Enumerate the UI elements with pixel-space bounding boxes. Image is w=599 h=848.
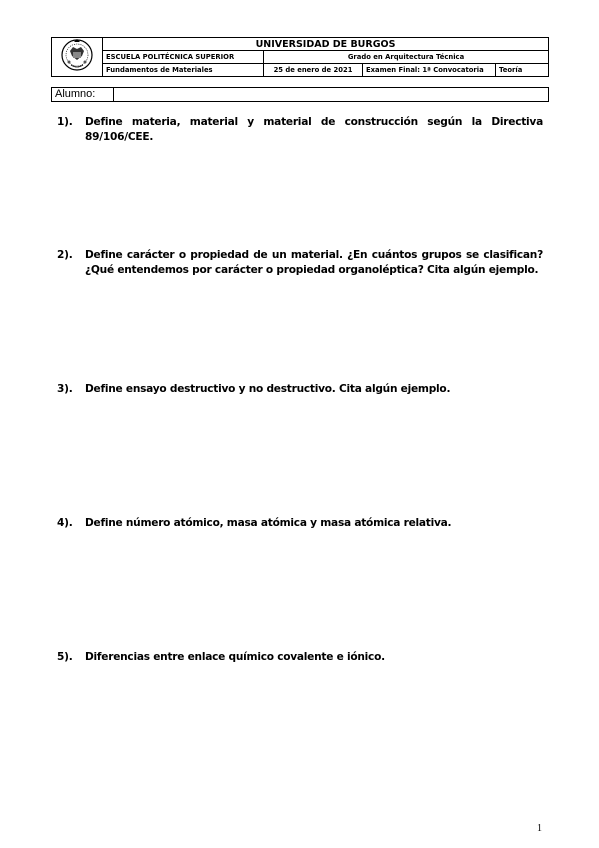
subject-name: Fundamentos de Materiales	[103, 64, 264, 77]
degree-name: Grado en Arquitectura Técnica	[264, 51, 549, 64]
student-label: Alumno:	[52, 88, 114, 102]
question-4	[57, 516, 543, 531]
question-number: 4).	[57, 517, 73, 529]
question-number: 5).	[57, 651, 73, 663]
question-3	[57, 382, 543, 397]
question-text: Define carácter o propiedad de un material. ¿En cuántos grupos se clasifican? ¿Qué entendemos por carácter o propiedad organoléptica? Cita algún ejemplo.	[85, 249, 543, 276]
exam-header	[51, 37, 549, 77]
question-1	[57, 115, 543, 145]
school-name: ESCUELA POLITÉCNICA SUPERIOR	[103, 51, 264, 64]
question-text: Define ensayo destructivo y no destructivo. Cita algún ejemplo.	[85, 383, 451, 395]
question-text: Define número atómico, masa atómica y masa atómica relativa.	[85, 517, 452, 529]
question-text: Diferencias entre enlace químico covalente e iónico.	[85, 651, 385, 663]
question-number: 3).	[57, 383, 73, 395]
university-seal-icon	[52, 38, 103, 77]
university-name: UNIVERSIDAD DE BURGOS	[103, 38, 549, 51]
exam-part: Teoría	[496, 64, 549, 77]
question-number: 2).	[57, 249, 73, 261]
question-text: Define materia, material y material de construcción según la Directiva 89/106/CEE.	[85, 116, 543, 143]
page-number: 1	[537, 823, 542, 834]
student-row	[51, 87, 549, 102]
question-number: 1).	[57, 116, 73, 128]
exam-date: 25 de enero de 2021	[264, 64, 363, 77]
question-5	[57, 650, 543, 665]
student-name-field[interactable]	[114, 88, 549, 102]
question-2	[57, 248, 543, 278]
exam-type: Examen Final: 1ª Convocatoria	[363, 64, 496, 77]
